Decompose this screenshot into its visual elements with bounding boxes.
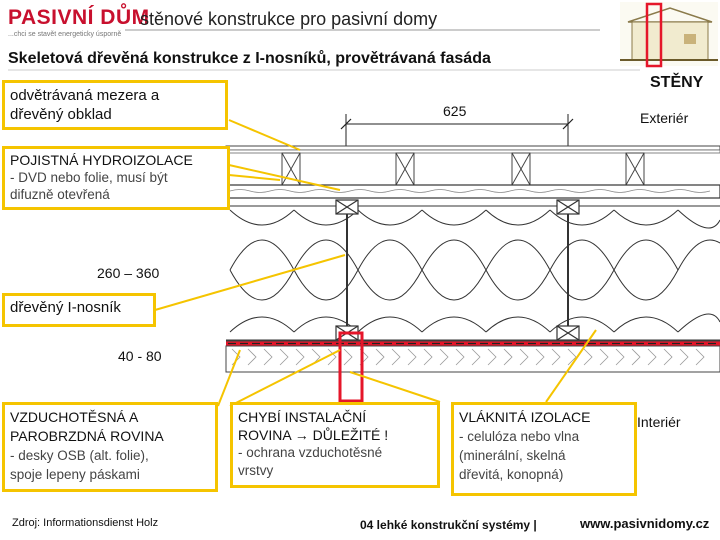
fiber-line2: (minerální, skelná [459, 448, 566, 463]
airtight-title2: PAROBRZDNÁ ROVINA [10, 428, 164, 444]
logo-tagline: ...chci se stavět energeticky úsporně [8, 31, 122, 38]
diffusion-membrane [226, 185, 720, 198]
airtight-line2: spoje lepeny páskami [10, 467, 140, 482]
website-link[interactable]: www.pasivnidomy.cz [580, 516, 710, 531]
dimension-625 [341, 114, 573, 150]
facade-battens [226, 146, 720, 185]
exterior-label: Exteriér [640, 110, 689, 126]
membrane-title: POJISTNÁ HYDROIZOLACE [10, 152, 193, 168]
installation-line1: - ochrana vzduchotěsné [238, 445, 383, 460]
airtight-layer [226, 341, 720, 346]
membrane-line1: - DVD nebo folie, musí být [10, 170, 168, 185]
installation-title1: CHYBÍ INSTALAČNÍ [238, 409, 367, 425]
membrane-line2: difuzně otevřená [10, 187, 110, 202]
installation-callout [230, 402, 440, 488]
fiber-insulation-callout [451, 402, 637, 496]
service-layer [226, 346, 720, 372]
installation-line2: vrstvy [238, 463, 274, 478]
fiber-line3: dřevitá, konopná) [459, 467, 564, 482]
airtight-line1: - desky OSB (alt. folie), [10, 448, 149, 463]
air-gap-callout [2, 80, 228, 130]
logo-title: PASIVNÍ DŮM [8, 6, 150, 29]
source-note: Zdroj: Informationsdienst Holz [12, 517, 159, 529]
interior-label: Interiér [637, 414, 681, 430]
page-title: stěnové konstrukce pro pasivní domy [140, 9, 438, 29]
page-subtitle: Skeletová dřevěná konstrukce z I-nosníků, provětrávaná fasáda [8, 50, 491, 67]
airtight-title1: VZDUCHOTĚSNÁ A [10, 409, 139, 425]
dimension-625-label: 625 [443, 103, 467, 119]
i-beam-label: dřevěný I-nosník [10, 299, 121, 316]
fiber-line1: - celulóza nebo vlna [459, 429, 580, 444]
insulation-depth-label: 260 – 360 [97, 265, 160, 281]
airtight-callout [2, 402, 218, 492]
air-gap-line1: odvětrávaná mezera a [10, 87, 160, 104]
series-label: 04 lehké konstrukční systémy | [360, 518, 537, 532]
membrane-callout [2, 146, 230, 210]
fiber-title: VLÁKNITÁ IZOLACE [459, 409, 591, 425]
air-gap-line2: dřevěný obklad [10, 106, 112, 123]
section-label: STĚNY [650, 74, 704, 91]
service-layer-depth-label: 40 - 80 [118, 348, 162, 364]
installation-title2: ROVINA → DŮLEŽITÉ ! [238, 427, 389, 443]
i-beam-callout [2, 293, 156, 327]
